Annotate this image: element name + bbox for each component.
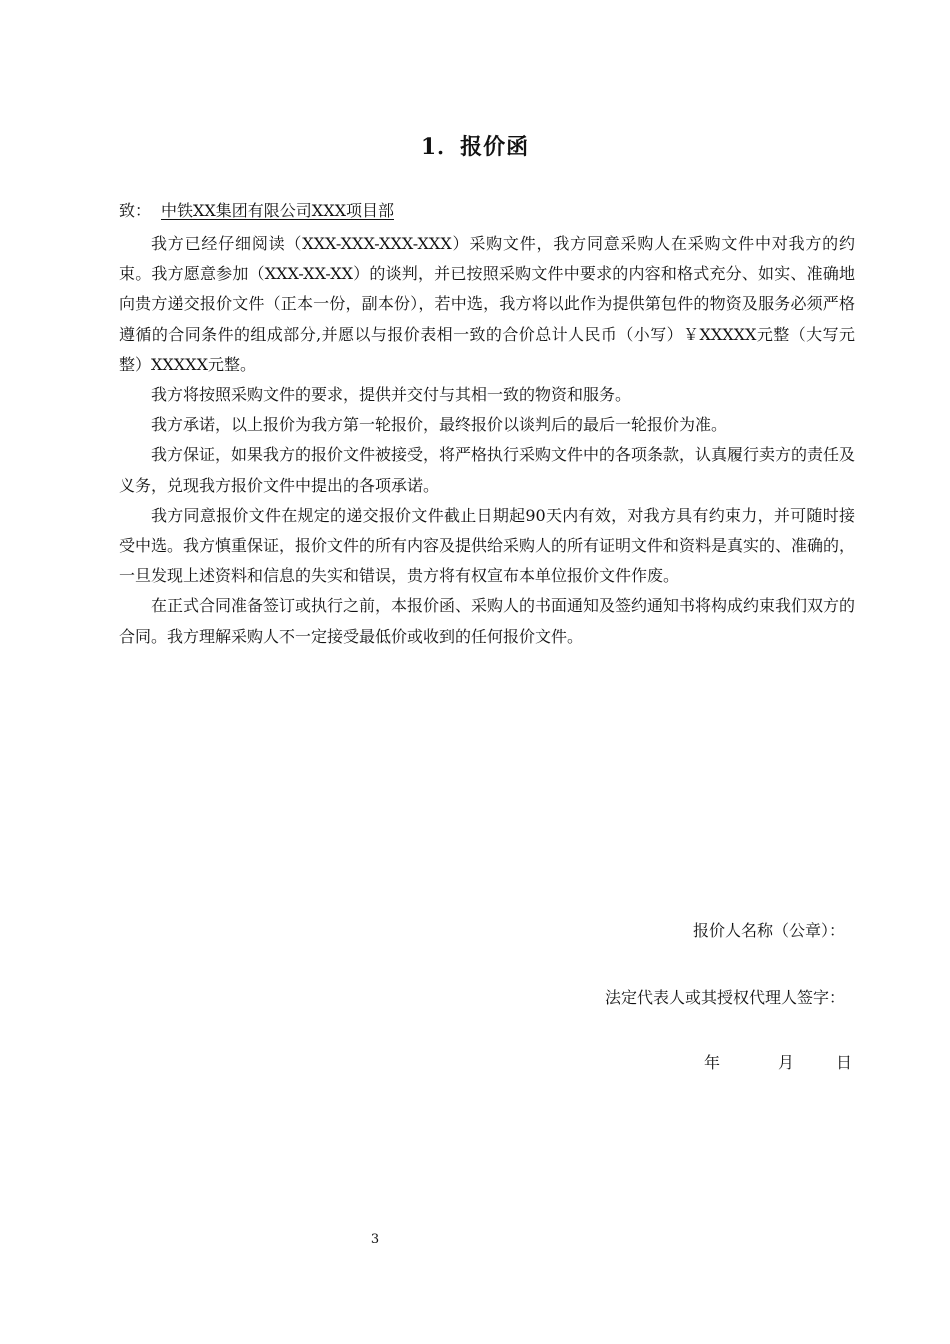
paragraph: 我方保证，如果我方的报价文件被接受，将严格执行采购文件中的各项条款，认真履行卖方的责任及义务，兑现我方报价文件中提出的各项承诺。 <box>119 445 856 495</box>
day-label: 日 <box>836 1053 853 1072</box>
bidder-name-label: 报价人名称（公章）： <box>692 921 845 940</box>
month-label: 月 <box>778 1053 795 1072</box>
representative-signature-label: 法定代表人或其授权代理人签字： <box>604 988 845 1007</box>
date-line <box>700 1051 860 1075</box>
year-label: 年 <box>704 1053 721 1072</box>
paragraph: 我方将按照采购文件的要求，提供并交付与其相一致的物资和服务。 <box>151 385 632 405</box>
paragraph: 我方已经仔细阅读（XXX-XXX-XXX-XXX）采购文件，我方同意采购人在采购文件中对我方的约束。我方愿意参加（XXX-XX-XX）的谈判，并已按照采购文件中要求的内容和格式充分、如实、准确地向贵方递交报价文件（正本一份，副本份），若中选，我方将以此作为提供第包件的物资及服务必须严格遵循的合同条件的组成部分,并愿以与报价表相一致的合价总计人民币（小写）￥XXXXX元整（大写元整）XXXXX元整。 <box>119 234 855 374</box>
paragraph: 我方承诺，以上报价为我方第一轮报价，最终报价以谈判后的最后一轮报价为准。 <box>151 415 728 435</box>
paragraph: 我方同意报价文件在规定的递交报价文件截止日期起90天内有效，对我方具有约束力，并可随时接受中选。我方慎重保证，报价文件的所有内容及提供给采购人的所有证明文件和资料是真实的、准确的，一旦发现上述资料和信息的失实和错误，贵方将有权宣布本单位报价文件作废。 <box>119 505 856 586</box>
page-number: 3 <box>370 1232 380 1247</box>
recipient-label: 致： <box>119 201 152 220</box>
paragraph: 在正式合同准备签订或执行之前，本报价函、采购人的书面通知及签约通知书将构成约束我们双方的合同。我方理解采购人不一定接受最低价或收到的任何报价文件。 <box>119 596 856 646</box>
recipient-org: 中铁XX集团有限公司XXX项目部 <box>161 201 394 220</box>
page-title: 1．报价函 <box>420 134 530 160</box>
recipient-line <box>119 199 394 223</box>
letter-body <box>119 229 855 652</box>
